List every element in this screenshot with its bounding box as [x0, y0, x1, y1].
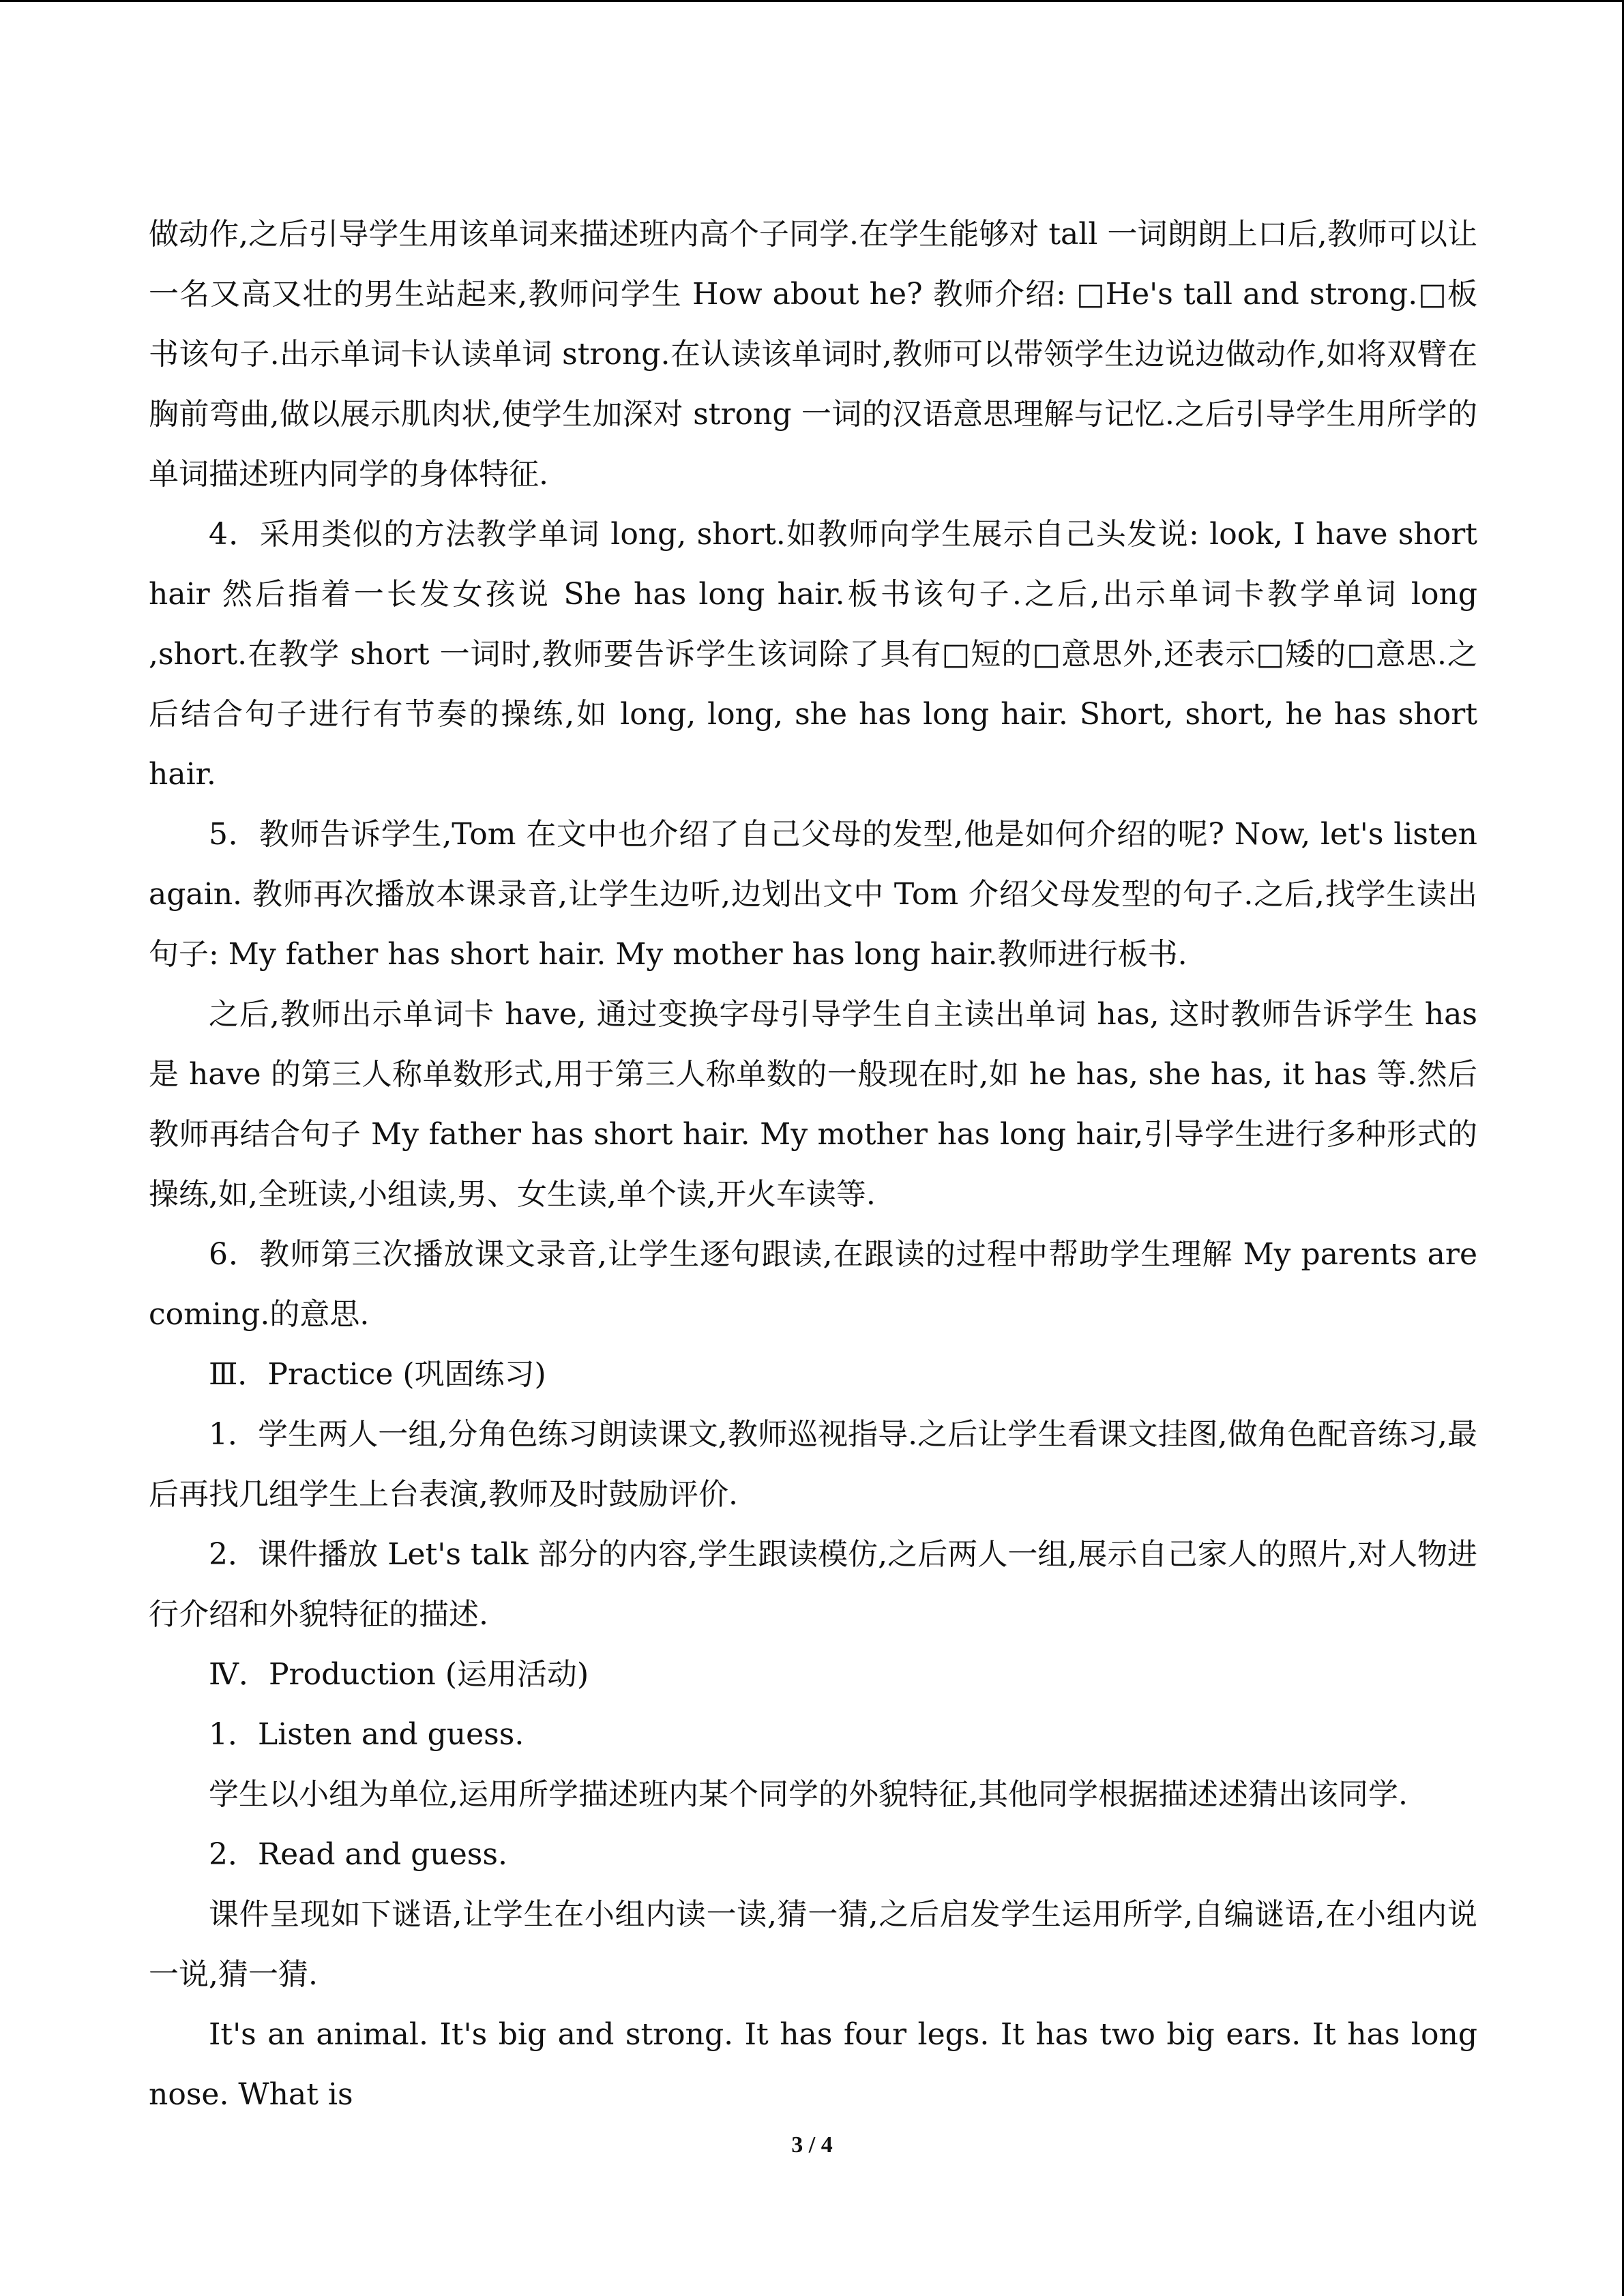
paragraph-7: 1．学生两人一组,分角色练习朗读课文,教师巡视指导.之后让学生看课文挂图,做角色配音练习,最后再找几组学生上台表演,教师及时鼓励评价.: [149, 1417, 1477, 1512]
page-number: 3 / 4: [791, 2132, 833, 2158]
paragraph-13: 课件呈现如下谜语,让学生在小组内读一读,猜一猜,之后启发学生运用所学,自编谜语,在小组内说一说,猜一猜.: [149, 1897, 1477, 1992]
subheading-read-and-guess: 2．Read and guess.: [209, 1837, 507, 1872]
subheading-listen-and-guess: 1．Listen and guess.: [209, 1717, 525, 1752]
paragraph-11: 学生以小组为单位,运用所学描述班内某个同学的外貌特征,其他同学根据描述述猜出该同学.: [209, 1777, 1408, 1812]
paragraph-5: 6．教师第三次播放课文录音,让学生逐句跟读,在跟读的过程中帮助学生理解 My parents are coming.的意思.: [149, 1237, 1477, 1332]
document-body: [149, 205, 1477, 2125]
section-heading-practice: Ⅲ．Practice (巩固练习): [209, 1357, 546, 1392]
paragraph-3: 5．教师告诉学生,Tom 在文中也介绍了自己父母的发型,他是如何介绍的呢? Now, let's listen again. 教师再次播放本课录音,让学生边听,边划出文中 Tom 介绍父母发型的句子.之后,找学生读出句子: My father has short hair. My mother has long hair.教师进行板书.: [149, 817, 1477, 972]
section-heading-production: Ⅳ．Production (运用活动): [209, 1657, 589, 1692]
paragraph-1: 做动作,之后引导学生用该单词来描述班内高个子同学.在学生能够对 tall 一词朗朗上口后,教师可以让一名又高又壮的男生站起来,教师问学生 How about he? 教师介绍: □He's tall and strong.□板书该句子.出示单词卡认读单词 strong.在认读该单词时,教师可以带领学生边说边做动作,如将双臂在胸前弯曲,做以展示肌肉状,使学生加深对 strong 一词的汉语意思理解与记忆.之后引导学生用所学的单词描述班内同学的身体特征.: [149, 217, 1477, 492]
paragraph-14: It's an animal. It's big and strong. It has four legs. It has two big ears. It has long nose. What is: [149, 2017, 1477, 2112]
paragraph-2: 4．采用类似的方法教学单词 long, short.如教师向学生展示自己头发说: look, I have short hair 然后指着一长发女孩说 She has long hair.板书该句子.之后,出示单词卡教学单词 long ,short.在教学 short 一词时,教师要告诉学生该词除了具有□短的□意思外,还表示□矮的□意思.之后结合句子进行有节奏的操练,如 long, long, she has long hair. Short, short, he has short hair.: [149, 517, 1477, 792]
paragraph-4: 之后,教师出示单词卡 have, 通过变换字母引导学生自主读出单词 has, 这时教师告诉学生 has 是 have 的第三人称单数形式,用于第三人称单数的一般现在时,如 he has, she has, it has 等.然后教师再结合句子 My father has short hair. My mother has long hair,引导学生进行多种形式的操练,如,全班读,小组读,男、女生读,单个读,开火车读等.: [149, 997, 1477, 1212]
paragraph-8: 2．课件播放 Let's talk 部分的内容,学生跟读模仿,之后两人一组,展示自己家人的照片,对人物进行介绍和外貌特征的描述.: [149, 1537, 1477, 1632]
page-border-top: [0, 0, 1624, 2]
